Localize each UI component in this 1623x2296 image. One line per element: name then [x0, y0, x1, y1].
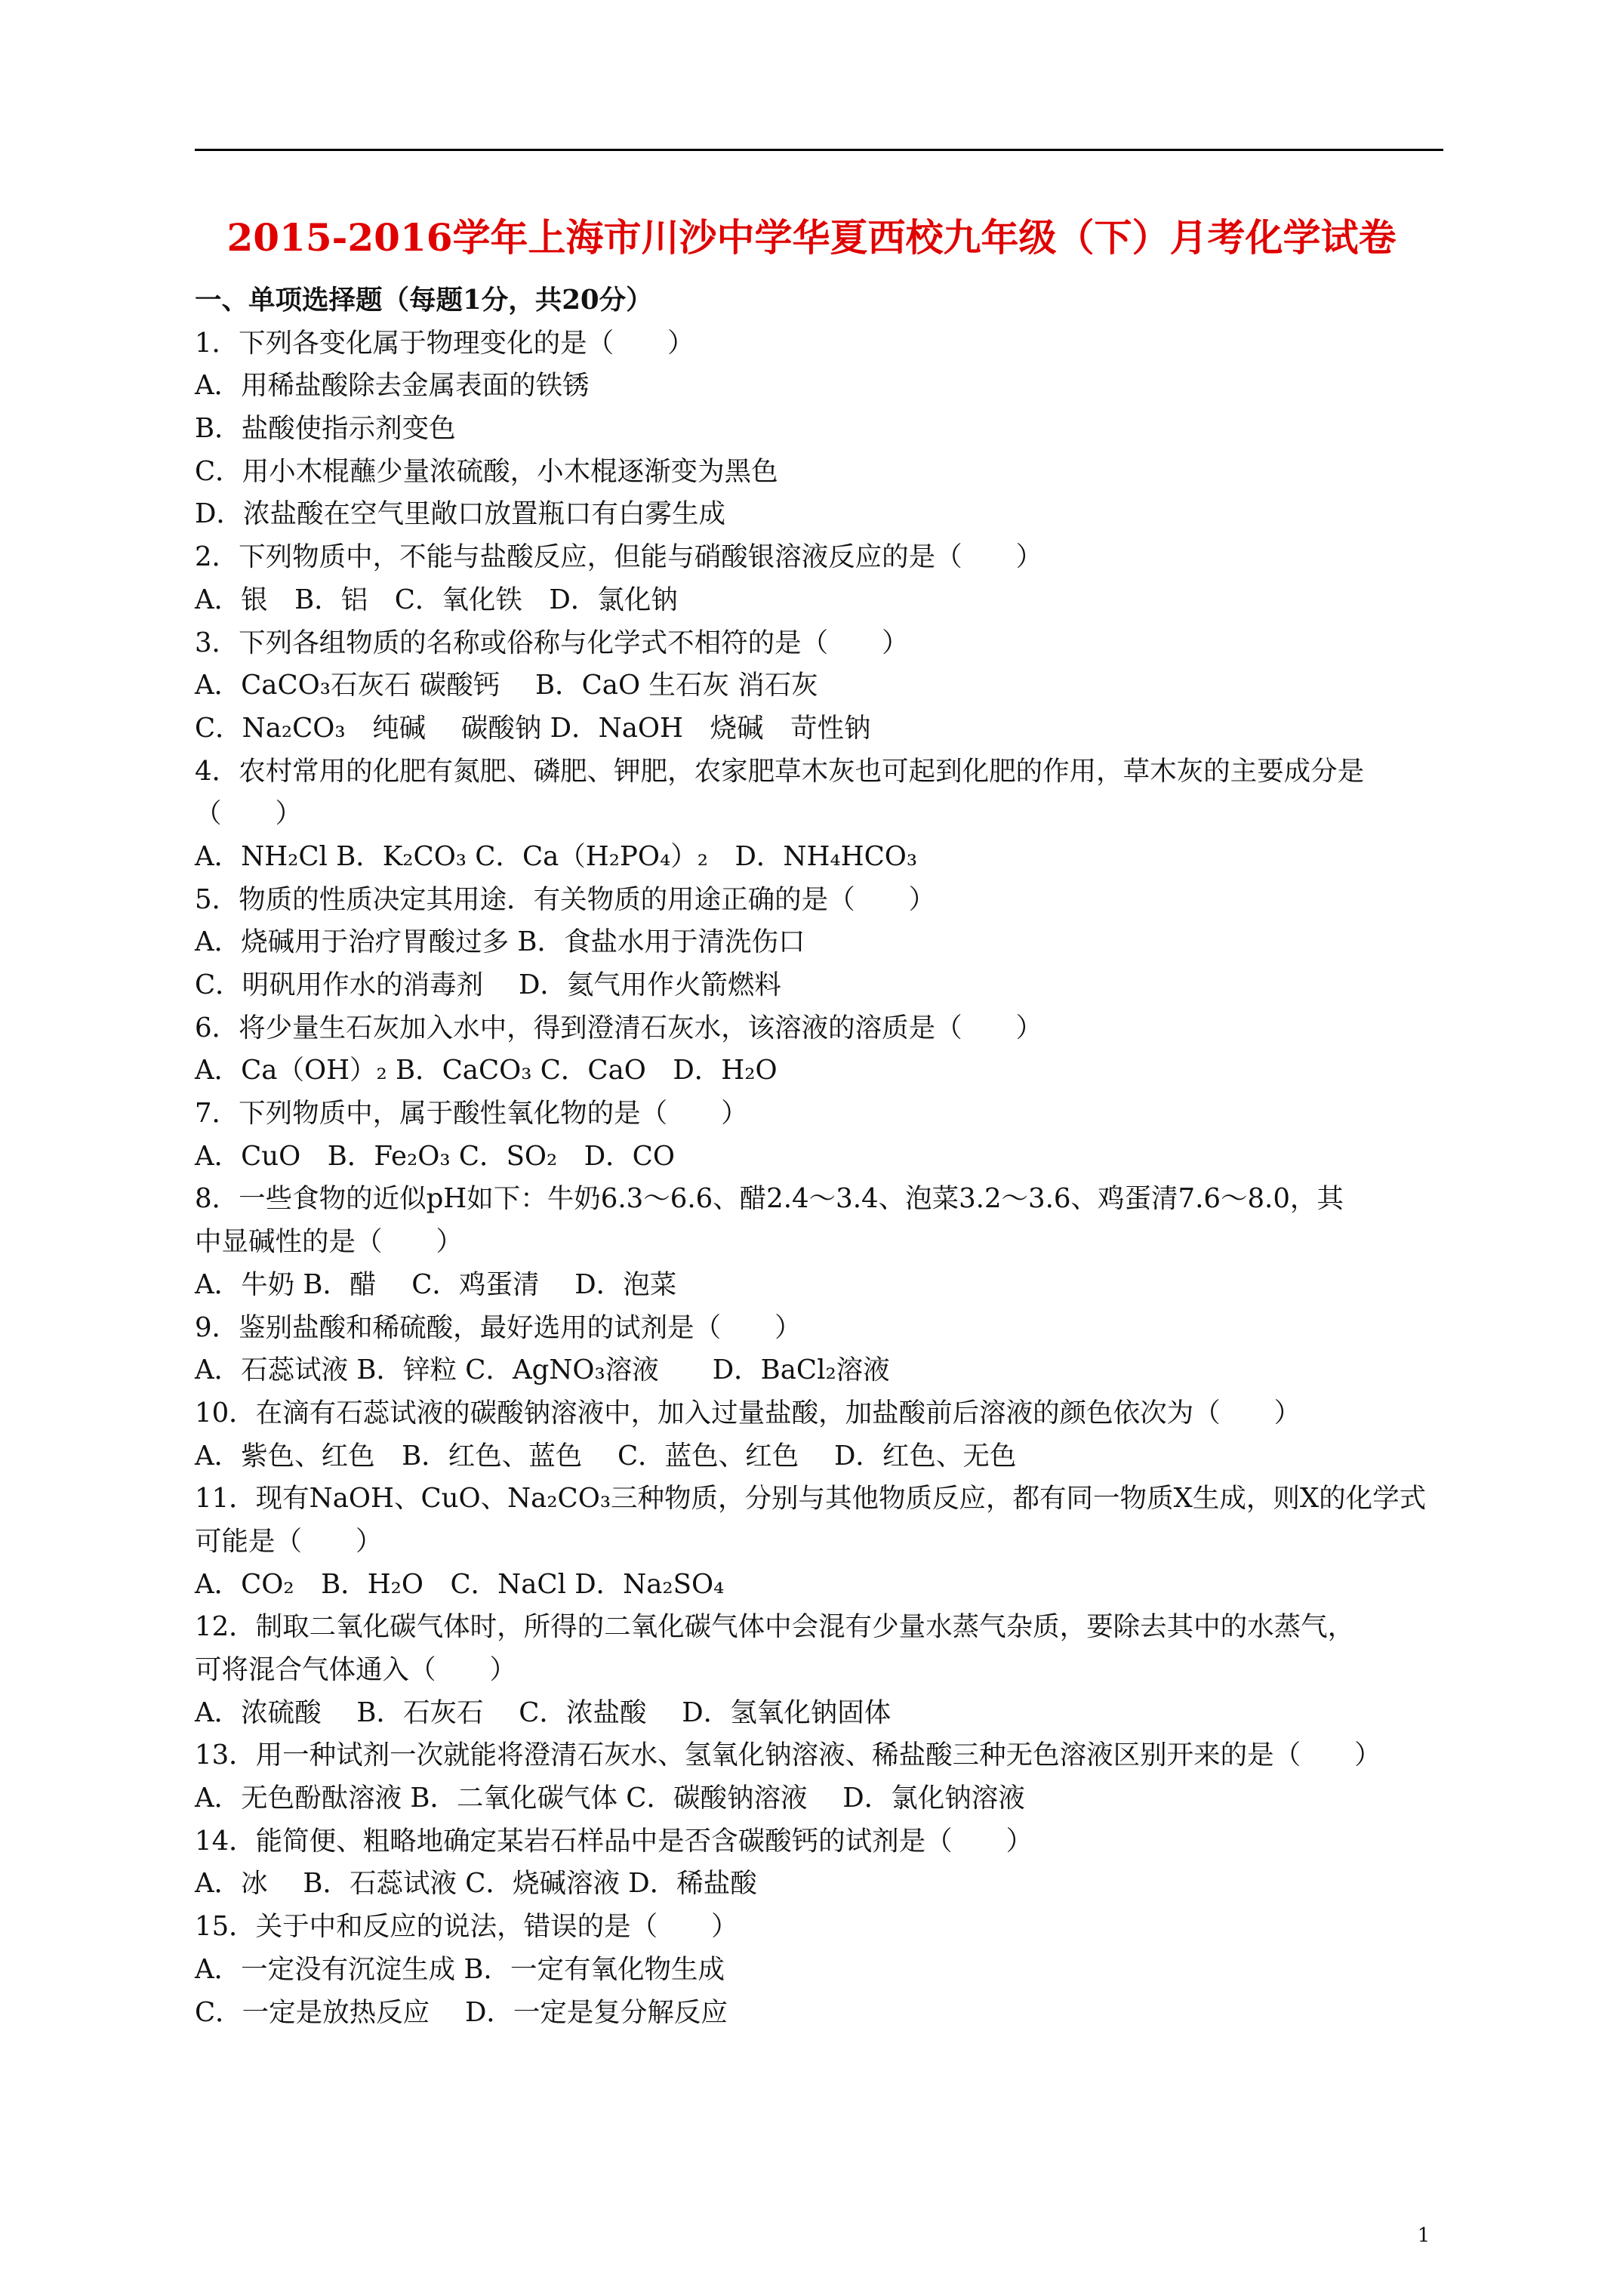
option-line: A．CuO B．Fe₂O₃ C．SO₂ D．CO	[195, 1140, 675, 1172]
option-line: A．Ca（OH）₂ B．CaCO₃ C．CaO D．H₂O	[195, 1055, 778, 1086]
header-rule	[195, 149, 1443, 151]
question-3: 3．下列各组物质的名称或俗称与化学式不相符的是（ ）	[195, 627, 909, 658]
question-6: 6．将少量生石灰加入水中，得到澄清石灰水，该溶液的溶质是（ ）	[195, 1012, 1043, 1043]
question-11: 11．现有NaOH、CuO、Na₂CO₃三种物质，分别与其他物质反应，都有同一物质X生成，则X的化学式	[195, 1483, 1427, 1515]
question-1: 1．下列各变化属于物理变化的是（ ）	[195, 327, 694, 359]
question-body	[195, 279, 1448, 2034]
question-8-cont: 中显碱性的是（ ）	[195, 1226, 463, 1258]
question-5: 5．物质的性质决定其用途．有关物质的用途正确的是（ ）	[195, 883, 936, 915]
option-line: C．用小木棍蘸少量浓硫酸，小木棍逐渐变为黑色	[195, 455, 778, 487]
question-10: 10．在滴有石蕊试液的碳酸钠溶液中，加入过量盐酸，加盐酸前后溶液的颜色依次为（ ）	[195, 1397, 1301, 1428]
option-line: A．牛奶 B．醋 C．鸡蛋清 D．泡菜	[195, 1268, 677, 1300]
question-12-cont: 可将混合气体通入（ ）	[195, 1654, 517, 1685]
option-line: C．明矾用作水的消毒剂 D．氦气用作火箭燃料	[195, 969, 781, 1000]
question-8: 8．一些食物的近似pH如下：牛奶6.3～6.6、醋2.4～3.4、泡菜3.2～3.6、鸡蛋清7.6～8.0，其	[195, 1183, 1344, 1215]
option-line: A．无色酚酞溶液 B．二氧化碳气体 C．碳酸钠溶液 D．氯化钠溶液	[195, 1783, 1025, 1814]
question-2: 2．下列物质中，不能与盐酸反应，但能与硝酸银溶液反应的是（ ）	[195, 541, 1043, 573]
option-line: A．用稀盐酸除去金属表面的铁锈	[195, 370, 590, 402]
question-14: 14．能简便、粗略地确定某岩石样品中是否含碳酸钙的试剂是（ ）	[195, 1825, 1033, 1857]
option-line: A．NH₂Cl B．K₂CO₃ C．Ca（H₂PO₄）₂ D．NH₄HCO₃	[195, 840, 918, 872]
question-4: 4．农村常用的化肥有氮肥、磷肥、钾肥，农家肥草木灰也可起到化肥的作用，草木灰的主要成分是	[195, 755, 1365, 787]
page-title: 2015-2016学年上海市川沙中学华夏西校九年级（下）月考化学试卷	[226, 215, 1397, 260]
option-line: A．紫色、红色 B．红色、蓝色 C．蓝色、红色 D．红色、无色	[195, 1440, 1017, 1472]
option-line: A．石蕊试液 B．锌粒 C．AgNO₃溶液 D．BaCl₂溶液	[195, 1354, 890, 1386]
question-4-cont: （ ）	[195, 798, 303, 830]
option-line: A．CO₂ B．H₂O C．NaCl D．Na₂SO₄	[195, 1568, 725, 1600]
option-line: A．银 B．铝 C．氧化铁 D．氯化钠	[195, 584, 678, 615]
question-15: 15．关于中和反应的说法，错误的是（ ）	[195, 1911, 738, 1943]
option-line: A．一定没有沉淀生成 B．一定有氧化物生成	[195, 1953, 725, 1985]
question-9: 9．鉴别盐酸和稀硫酸，最好选用的试剂是（ ）	[195, 1311, 802, 1343]
question-13: 13．用一种试剂一次就能将澄清石灰水、氢氧化钠溶液、稀盐酸三种无色溶液区别开来的是（ ）	[195, 1740, 1381, 1771]
option-line: C．Na₂CO₃ 纯碱 碳酸钠 D．NaOH 烧碱 苛性钠	[195, 712, 871, 744]
question-11-cont: 可能是（ ）	[195, 1525, 383, 1557]
option-line: C．一定是放热反应 D．一定是复分解反应	[195, 1996, 728, 2028]
option-line: D．浓盐酸在空气里敞口放置瓶口有白雾生成	[195, 498, 725, 530]
option-line: A．浓硫酸 B．石灰石 C．浓盐酸 D．氢氧化钠固体	[195, 1697, 892, 1728]
option-line: A．冰 B．石蕊试液 C．烧碱溶液 D．稀盐酸	[195, 1868, 757, 1900]
option-line: A．烧碱用于治疗胃酸过多 B．食盐水用于清洗伤口	[195, 926, 805, 958]
question-12: 12．制取二氧化碳气体时，所得的二氧化碳气体中会混有少量水蒸气杂质，要除去其中的水蒸气，	[195, 1611, 1355, 1643]
section-heading: 一、单项选择题（每题1分，共20分）	[195, 285, 653, 316]
page-number: 1	[1417, 2224, 1431, 2247]
option-line: A．CaCO₃石灰石 碳酸钙 B．CaO 生石灰 消石灰	[195, 670, 818, 701]
question-7: 7．下列物质中，属于酸性氧化物的是（ ）	[195, 1098, 748, 1130]
option-line: B．盐酸使指示剂变色	[195, 413, 456, 445]
